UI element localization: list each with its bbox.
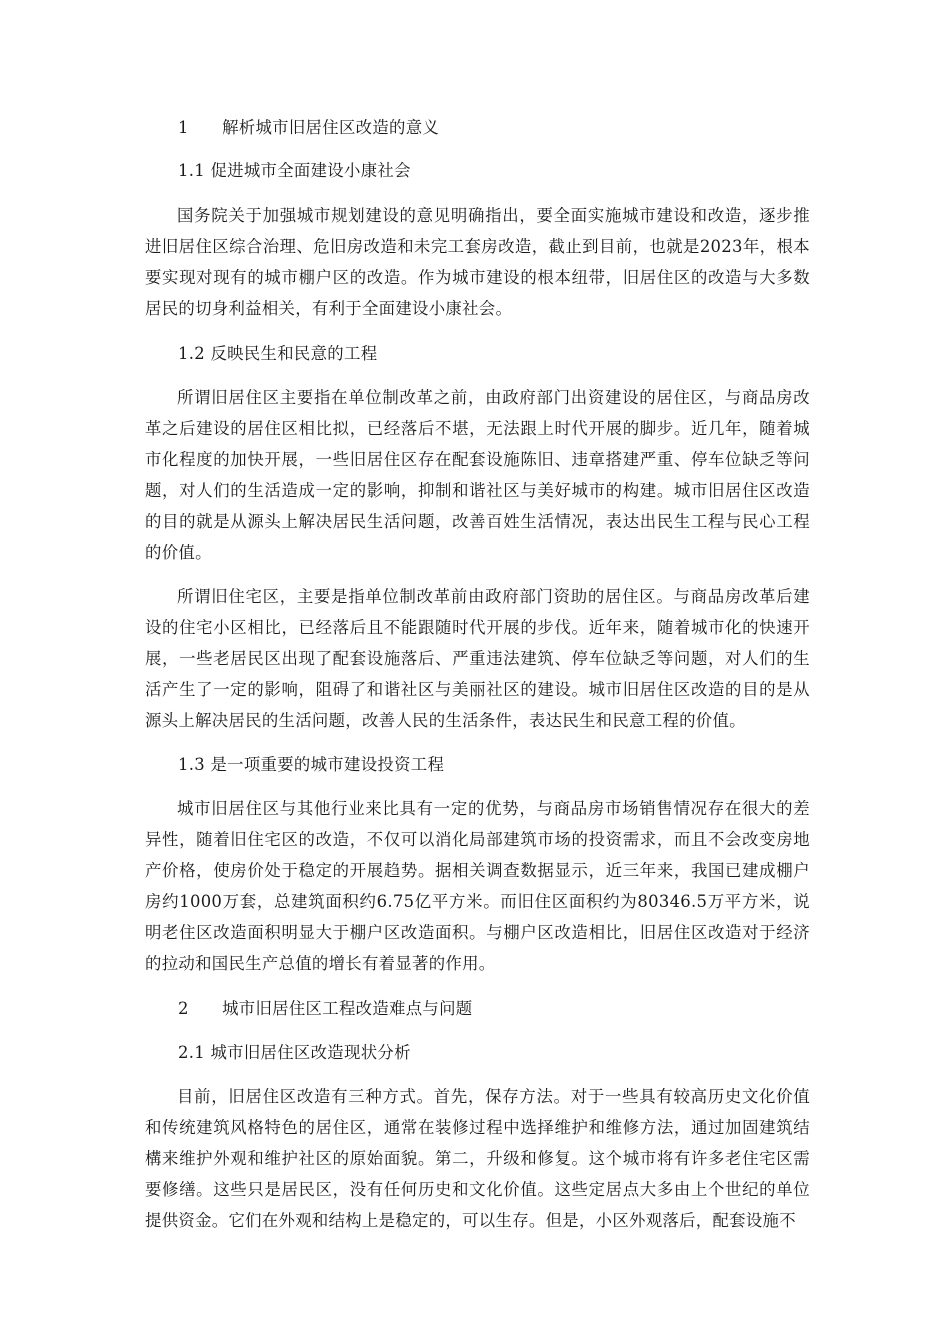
section-2-1-heading: 2.1 城市旧居住区改造现状分析 [178,1043,411,1062]
section-1-3-paragraph: 城市旧居住区与其他行业来比具有一定的优势，与商品房市场销售情况存在很大的差异性，随着旧住宅区的改造，不仅可以消化局部建筑市场的投资需求，而且不会改变房地产价格，使房价处于稳定的开展趋势。据相关调查数据显示，近三年来，我国已建成棚户房约1000万套，总建筑面积约6.75亿平方米。而旧住区面积约为80346.5万平方米，说明老住区改造面积明显大于棚户区改造面积。与棚户区改造相比，旧居住区改造对于经济的拉动和国民生产总值的增长有着显著的作用。 [145,799,810,973]
section-2-1-paragraph: 目前，旧居住区改造有三种方式。首先，保存方法。对于一些具有较高历史文化价值和传统建筑风格特色的居住区，通常在装修过程中选择维护和维修方法，通过加固建筑结構来维护外观和维护社区的原始面貌。第二，升级和修复。这个城市将有许多老住宅区需要修缮。这些只是居民区，没有任何历史和文化价值。这些定居点大多由上个世纪的单位提供资金。它们在外观和结构上是稳定的，可以生存。但是，小区外观落后，配套设施不 [145,1087,810,1230]
section-1-3-heading: 1.3 是一项重要的城市建设投资工程 [178,755,445,774]
section-1-2-paragraph-2: 所谓旧住宅区，主要是指单位制改革前由政府部门资助的居住区。与商品房改革后建设的住宅小区相比，已经落后且不能跟随时代开展的步伐。近年来，随着城市化的快速开展，一些老居民区出现了配套设施落后、严重违法建筑、停车位缺乏等问题，对人们的生活产生了一定的影响，阻碍了和谐社区与美丽社区的建设。城市旧居住区改造的目的是从源头上解决居民的生活问题，改善人民的生活条件，表达民生和民意工程的价值。 [145,587,810,730]
section-1-2-paragraph-1: 所谓旧居住区主要指在单位制改革之前，由政府部门出资建设的居住区，与商品房改革之后建设的居住区相比拟，已经落后不堪，无法跟上时代开展的脚步。近几年，随着城市化程度的加快开展，一些旧居住区存在配套设施陈旧、违章搭建严重、停车位缺乏等问题，对人们的生活造成一定的影响，抑制和谐社区与美好城市的构建。城市旧居住区改造的目的就是从源头上解决居民生活问题，改善百姓生活情况，表达出民生工程与民心工程的价值。 [145,388,810,562]
section-2-heading: 2 城市旧居住区工程改造难点与问题 [178,999,473,1018]
section-1-1-heading: 1.1 促进城市全面建设小康社会 [178,161,411,180]
section-1-1-paragraph: 国务院关于加强城市规划建设的意见明确指出，要全面实施城市建设和改造，逐步推进旧居住区综合治理、危旧房改造和未完工套房改造，截止到目前，也就是2023年，根本要实现对现有的城市棚户区的改造。作为城市建设的根本纽带，旧居住区的改造与大多数居民的切身利益相关，有利于全面建设小康社会。 [145,206,810,318]
section-1-heading: 1 解析城市旧居住区改造的意义 [178,118,440,137]
section-1-2-heading: 1.2 反映民生和民意的工程 [178,344,378,363]
